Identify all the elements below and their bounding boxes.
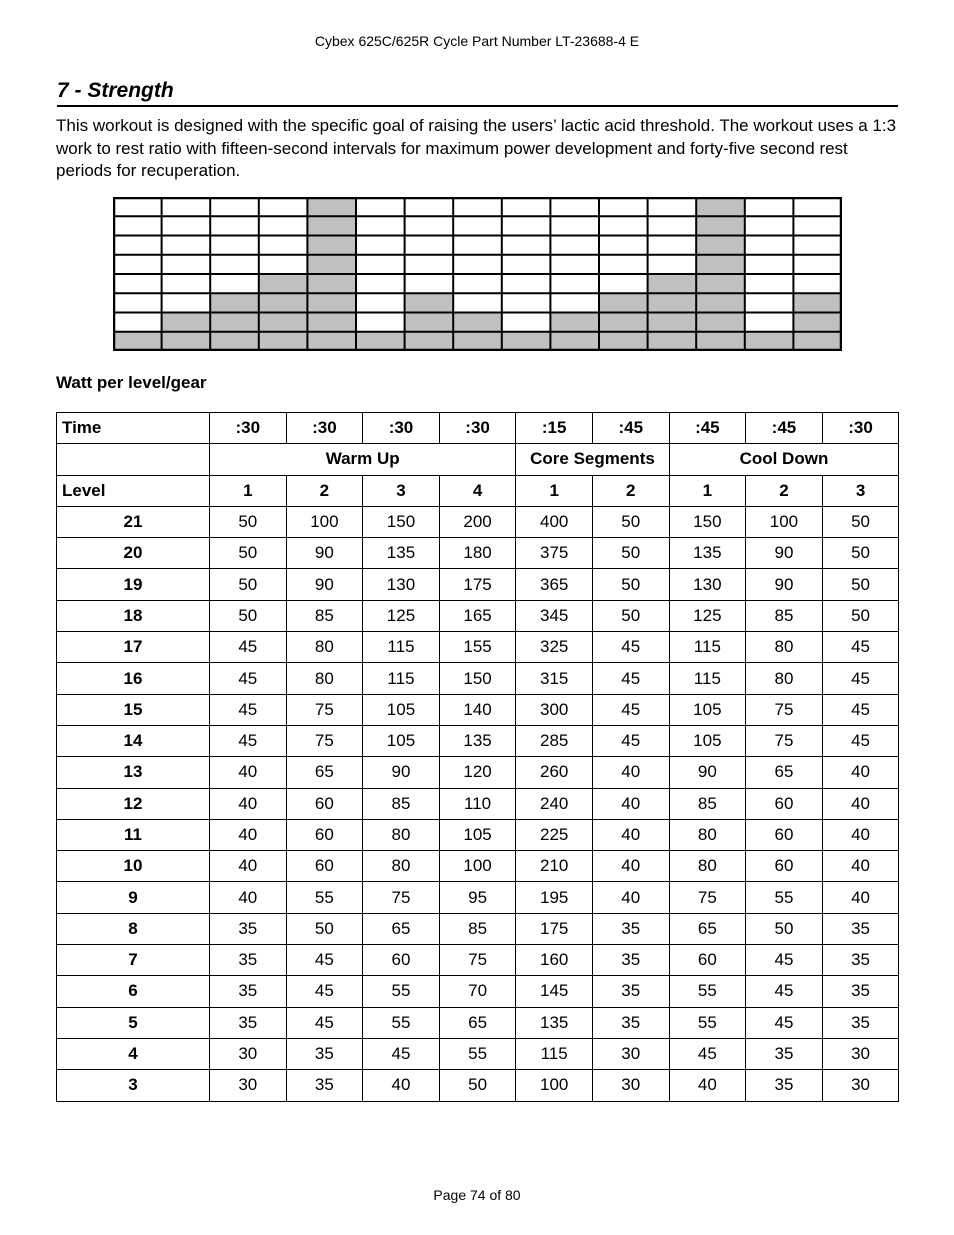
level-cell: 10 [57,851,210,882]
watt-cell: 285 [516,725,593,756]
watt-cell: 70 [439,976,516,1007]
watt-cell: 35 [592,945,669,976]
watt-cell: 35 [286,1038,363,1069]
level-header-row [57,475,899,506]
watt-cell: 40 [210,757,287,788]
watt-cell: 35 [286,1070,363,1101]
level-cell: 19 [57,569,210,600]
watt-cell: 45 [210,694,287,725]
level-cell: 16 [57,663,210,694]
watt-cell: 105 [363,725,440,756]
watt-cell: 60 [746,788,823,819]
empty-cell [57,444,210,475]
watt-cell: 40 [210,851,287,882]
watt-cell: 95 [439,882,516,913]
table-row [57,976,899,1007]
level-cell: 4 [57,1038,210,1069]
watt-cell: 35 [822,976,899,1007]
watt-cell: 115 [669,632,746,663]
watt-cell: 65 [439,1007,516,1038]
watt-cell: 100 [746,506,823,537]
segment-number: 2 [746,475,823,506]
watt-cell: 155 [439,632,516,663]
watt-cell: 60 [286,819,363,850]
watt-cell: 50 [286,913,363,944]
watt-cell: 45 [286,1007,363,1038]
watt-cell: 80 [286,632,363,663]
level-cell: 18 [57,600,210,631]
segment-number: 3 [363,475,440,506]
watt-cell: 35 [592,976,669,1007]
watt-cell: 115 [669,663,746,694]
watt-cell: 80 [363,851,440,882]
watt-cell: 35 [746,1038,823,1069]
watt-cell: 50 [822,506,899,537]
cool-down-header: Cool Down [669,444,899,475]
profile-bar-3 [210,293,259,351]
watt-cell: 45 [746,1007,823,1038]
level-cell: 11 [57,819,210,850]
watt-cell: 80 [669,819,746,850]
watt-cell: 130 [669,569,746,600]
watt-cell: 40 [822,851,899,882]
table-row [57,757,899,788]
table-row [57,945,899,976]
watt-cell: 55 [363,976,440,1007]
profile-bar-1 [113,332,162,351]
watt-cell: 50 [822,569,899,600]
watt-cell: 50 [592,600,669,631]
table-label: Watt per level/gear [56,373,207,392]
watt-cell: 400 [516,506,593,537]
watt-cell: 35 [822,1007,899,1038]
watt-cell: 150 [669,506,746,537]
segment-number: 4 [439,475,516,506]
watt-cell: 325 [516,632,593,663]
watt-cell: 35 [592,1007,669,1038]
watt-cell: 45 [210,725,287,756]
watt-cell: 75 [439,945,516,976]
table-row [57,1038,899,1069]
table-row [57,819,899,850]
watt-cell: 85 [363,788,440,819]
watt-cell: 160 [516,945,593,976]
watt-cell: 50 [210,600,287,631]
level-cell: 8 [57,913,210,944]
watt-cell: 45 [592,632,669,663]
watt-cell: 35 [822,945,899,976]
watt-cell: 120 [439,757,516,788]
level-cell: 21 [57,506,210,537]
profile-bar-15 [793,293,842,351]
watt-cell: 50 [592,506,669,537]
watt-cell: 375 [516,538,593,569]
watt-cell: 115 [516,1038,593,1069]
watt-cell: 55 [286,882,363,913]
watt-cell: 315 [516,663,593,694]
watt-cell: 300 [516,694,593,725]
watt-cell: 30 [210,1070,287,1101]
table-row [57,851,899,882]
table-row [57,538,899,569]
watt-cell: 40 [822,757,899,788]
document-header: Cybex 625C/625R Cycle Part Number LT-23688-4 E [314,33,640,49]
time-label: Time [57,413,210,444]
segment-number: 3 [822,475,899,506]
watt-cell: 35 [210,1007,287,1038]
watt-cell: 55 [669,1007,746,1038]
watt-cell: 60 [746,851,823,882]
watt-cell: 50 [746,913,823,944]
watt-cell: 135 [516,1007,593,1038]
watt-cell: 345 [516,600,593,631]
watt-cell: 50 [439,1070,516,1101]
watt-cell: 40 [592,851,669,882]
watt-cell: 50 [210,506,287,537]
watt-cell: 145 [516,976,593,1007]
segment-number: 2 [286,475,363,506]
watt-cell: 175 [516,913,593,944]
watt-cell: 100 [286,506,363,537]
core-segments-header: Core Segments [516,444,669,475]
watt-cell: 45 [822,725,899,756]
time-cell: :45 [592,413,669,444]
watt-cell: 165 [439,600,516,631]
watt-cell: 200 [439,506,516,537]
watt-cell: 35 [210,976,287,1007]
watt-cell: 35 [822,913,899,944]
section-title: 7 - Strength [57,78,898,107]
watt-cell: 50 [822,538,899,569]
watt-cell: 105 [669,725,746,756]
watt-cell: 45 [746,945,823,976]
time-cell: :30 [439,413,516,444]
watt-cell: 225 [516,819,593,850]
time-cell: :15 [516,413,593,444]
level-cell: 6 [57,976,210,1007]
watt-cell: 90 [669,757,746,788]
watt-cell: 135 [439,725,516,756]
time-cell: :30 [363,413,440,444]
watt-cell: 150 [439,663,516,694]
group-row [57,444,899,475]
watt-cell: 35 [592,913,669,944]
watt-cell: 35 [746,1070,823,1101]
watt-cell: 115 [363,632,440,663]
watt-cell: 60 [286,851,363,882]
watt-table [56,412,899,1102]
watt-cell: 30 [210,1038,287,1069]
warm-up-header: Warm Up [210,444,516,475]
watt-cell: 90 [746,569,823,600]
watt-cell: 80 [746,663,823,694]
watt-cell: 40 [210,788,287,819]
watt-cell: 75 [746,694,823,725]
watt-cell: 45 [822,663,899,694]
watt-cell: 40 [592,882,669,913]
time-cell: :45 [746,413,823,444]
table-row [57,1070,899,1101]
watt-cell: 90 [286,538,363,569]
table-row [57,663,899,694]
watt-cell: 60 [746,819,823,850]
time-row [57,413,899,444]
watt-cell: 45 [592,694,669,725]
watt-cell: 75 [286,725,363,756]
watt-cell: 125 [669,600,746,631]
watt-cell: 85 [669,788,746,819]
watt-cell: 105 [439,819,516,850]
watt-cell: 45 [592,663,669,694]
watt-cell: 50 [822,600,899,631]
workout-profile-chart [113,197,842,351]
table-row [57,725,899,756]
level-cell: 7 [57,945,210,976]
watt-cell: 45 [669,1038,746,1069]
watt-cell: 85 [746,600,823,631]
watt-cell: 65 [363,913,440,944]
watt-cell: 75 [286,694,363,725]
segment-number: 1 [210,475,287,506]
page-number: Page 74 of 80 [433,1187,521,1203]
time-cell: :30 [286,413,363,444]
watt-cell: 115 [363,663,440,694]
watt-cell: 40 [363,1070,440,1101]
watt-cell: 130 [363,569,440,600]
watt-cell: 40 [592,788,669,819]
watt-cell: 110 [439,788,516,819]
watt-cell: 45 [286,945,363,976]
watt-cell: 80 [669,851,746,882]
level-cell: 12 [57,788,210,819]
level-cell: 17 [57,632,210,663]
watt-cell: 85 [286,600,363,631]
watt-cell: 135 [669,538,746,569]
watt-cell: 40 [822,882,899,913]
watt-cell: 45 [210,663,287,694]
watt-cell: 45 [822,694,899,725]
profile-bar-7 [405,293,454,351]
watt-cell: 50 [210,569,287,600]
table-row [57,569,899,600]
watt-cell: 45 [746,976,823,1007]
watt-cell: 140 [439,694,516,725]
table-row [57,788,899,819]
watt-cell: 90 [363,757,440,788]
watt-cell: 80 [746,632,823,663]
table-row [57,506,899,537]
watt-cell: 100 [439,851,516,882]
time-cell: :30 [210,413,287,444]
watt-cell: 105 [363,694,440,725]
watt-cell: 65 [669,913,746,944]
profile-bar-11 [599,293,648,351]
profile-bar-6 [356,332,405,351]
level-cell: 20 [57,538,210,569]
watt-cell: 40 [592,757,669,788]
watt-cell: 365 [516,569,593,600]
watt-cell: 135 [363,538,440,569]
level-label: Level [57,475,210,506]
watt-cell: 40 [669,1070,746,1101]
watt-cell: 75 [363,882,440,913]
watt-cell: 75 [669,882,746,913]
watt-cell: 65 [286,757,363,788]
watt-cell: 40 [822,819,899,850]
watt-cell: 55 [363,1007,440,1038]
watt-cell: 30 [592,1070,669,1101]
watt-cell: 195 [516,882,593,913]
watt-cell: 30 [592,1038,669,1069]
watt-cell: 40 [592,819,669,850]
watt-cell: 175 [439,569,516,600]
watt-cell: 45 [286,976,363,1007]
level-cell: 5 [57,1007,210,1038]
watt-cell: 55 [669,976,746,1007]
section-description: This workout is designed with the specific goal of raising the users’ lactic acid threshold. The workout uses a 1:3 work to rest ratio with fifteen-second intervals for maximum power development and forty-five second rest periods for recuperation. [56,116,897,180]
table-row [57,1007,899,1038]
watt-cell: 75 [746,725,823,756]
watt-cell: 150 [363,506,440,537]
profile-bar-9 [502,332,551,351]
table-row [57,882,899,913]
level-cell: 14 [57,725,210,756]
watt-cell: 30 [822,1038,899,1069]
level-cell: 3 [57,1070,210,1101]
watt-cell: 40 [210,819,287,850]
watt-cell: 40 [822,788,899,819]
watt-cell: 260 [516,757,593,788]
watt-cell: 50 [210,538,287,569]
watt-cell: 105 [669,694,746,725]
watt-cell: 125 [363,600,440,631]
watt-cell: 80 [363,819,440,850]
segment-number: 2 [592,475,669,506]
watt-cell: 60 [286,788,363,819]
watt-cell: 65 [746,757,823,788]
time-cell: :45 [669,413,746,444]
watt-cell: 60 [669,945,746,976]
watt-cell: 85 [439,913,516,944]
watt-cell: 35 [210,945,287,976]
segment-number: 1 [516,475,593,506]
watt-cell: 80 [286,663,363,694]
table-row [57,913,899,944]
watt-cell: 60 [363,945,440,976]
watt-cell: 40 [210,882,287,913]
watt-cell: 180 [439,538,516,569]
level-cell: 9 [57,882,210,913]
watt-cell: 35 [210,913,287,944]
table-row [57,632,899,663]
watt-cell: 240 [516,788,593,819]
profile-bar-14 [745,332,794,351]
watt-cell: 55 [439,1038,516,1069]
table-row [57,694,899,725]
watt-cell: 45 [592,725,669,756]
watt-cell: 90 [286,569,363,600]
watt-cell: 210 [516,851,593,882]
level-cell: 13 [57,757,210,788]
watt-cell: 90 [746,538,823,569]
watt-cell: 100 [516,1070,593,1101]
level-cell: 15 [57,694,210,725]
watt-cell: 50 [592,538,669,569]
segment-number: 1 [669,475,746,506]
watt-cell: 45 [822,632,899,663]
watt-cell: 45 [363,1038,440,1069]
watt-cell: 30 [822,1070,899,1101]
watt-cell: 50 [592,569,669,600]
watt-cell: 45 [210,632,287,663]
table-row [57,600,899,631]
watt-cell: 55 [746,882,823,913]
time-cell: :30 [822,413,899,444]
